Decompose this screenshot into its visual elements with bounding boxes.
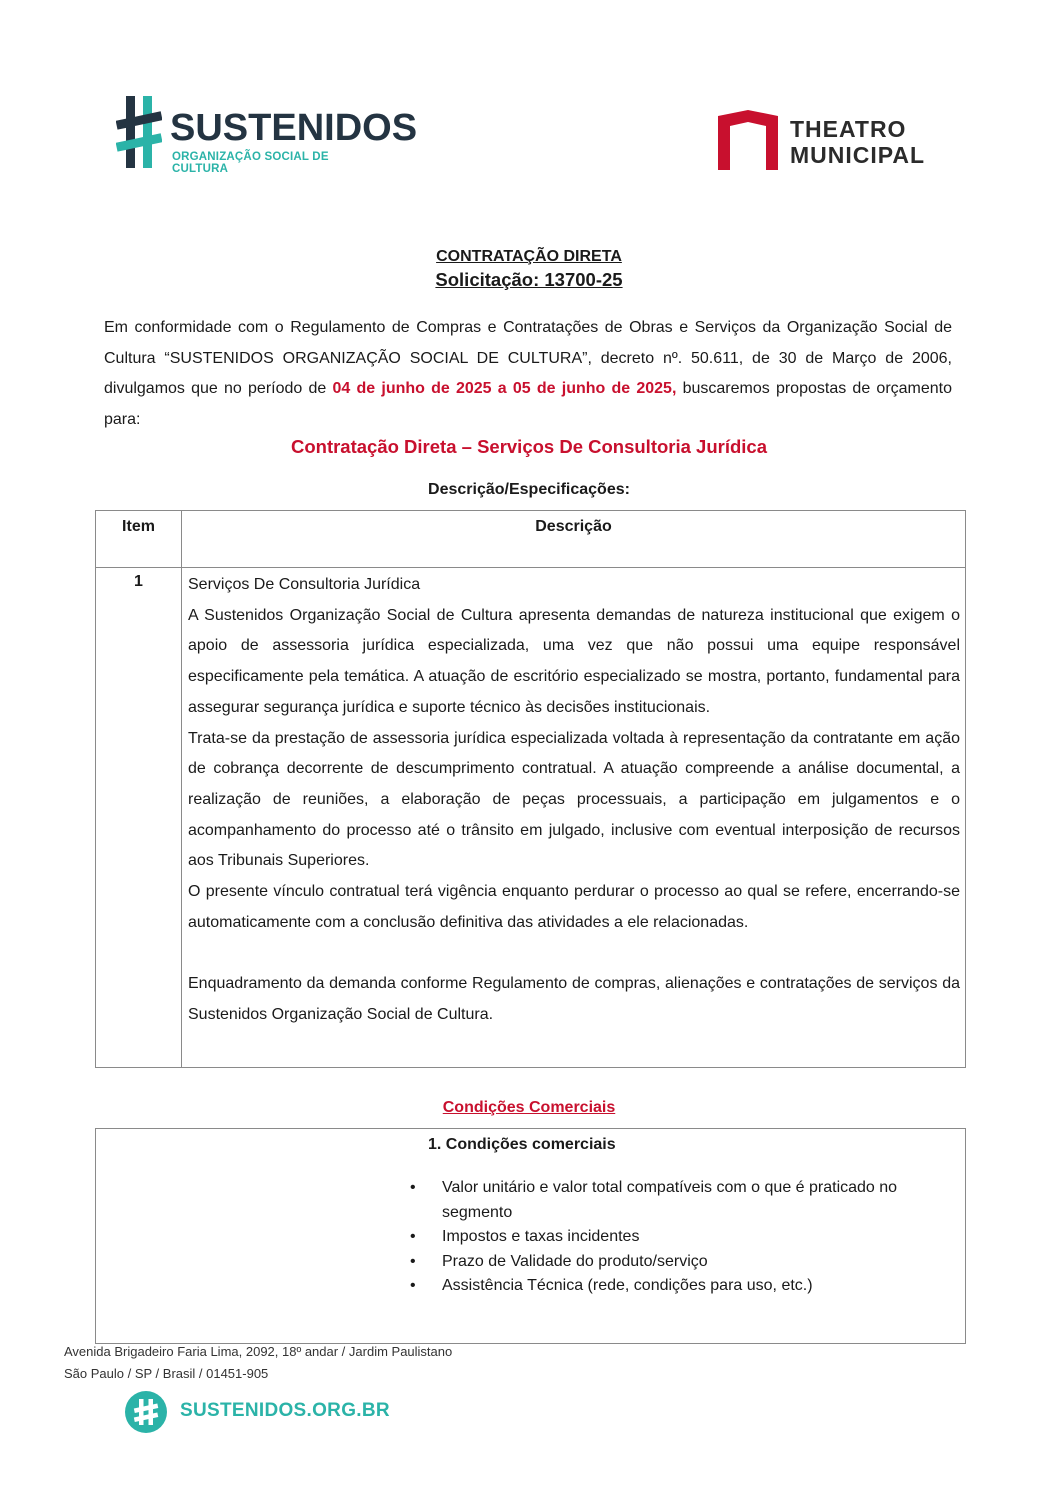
intro-paragraph: [104, 313, 952, 435]
hashtag-circle-icon: [124, 1390, 168, 1434]
item-description: [182, 568, 966, 1068]
column-header-item: Item: [96, 511, 182, 568]
spec-heading: Descrição/Especificações:: [428, 481, 630, 498]
item-paragraph-2: Trata-se da prestação de assessoria jurídica especializada voltada à representação da contratante em ação de cobrança decorrente de descumprimento contratual. A atuação compreende a análise documental, a realização de reuniões, a elaboração de peças processuais, a participação em julgamentos e o acompanhamento do processo até o trânsito em julgado, inclusive com eventual interposição de recursos aos Tribunais Superiores.: [188, 729, 960, 870]
item-number: 1: [96, 568, 182, 1068]
sustenidos-logo: [116, 94, 418, 175]
sustenidos-wordmark: SUSTENIDOS: [170, 107, 418, 149]
item-paragraph-3: O presente vínculo contratual terá vigência enquanto perdurar o processo ao qual se refere, encerrando-se automaticamente com a conclusão definitiva das atividades a ele relacionadas.: [188, 883, 960, 931]
intro-text-before: Em conformidade com o Regulamento de Compras e Contratações de Obras e Serviços da Organização Social de Cultura “SUSTENIDOS ORGANIZAÇÃO SOCIAL DE CULTURA”, decreto nº. 50.611, de 30 de Março de 2006, divulgamos que no período de: [104, 319, 952, 397]
hashtag-logo-icon: [116, 94, 162, 170]
list-item: • Assistência Técnica (rede, condições para uso, etc.): [408, 1274, 956, 1299]
document-subtitle: Solicitação: 13700-25: [435, 269, 623, 290]
item-paragraph-1: A Sustenidos Organização Social de Cultura apresenta demandas de natureza institucional que exigem o apoio de assessoria jurídica especializada, uma vez que não possui uma equipe responsável especificamente pela temática. A atuação de escritório especializado se mostra, portanto, fundamental para assegurar segurança jurídica e suporte técnico às decisões institucionais.: [188, 606, 960, 716]
contract-heading: Contratação Direta – Serviços De Consultoria Jurídica: [290, 436, 767, 457]
document-title: CONTRATAÇÃO DIRETA: [436, 248, 622, 265]
footer-website-link[interactable]: SUSTENIDOS.ORG.BR: [180, 1400, 390, 1421]
conditions-heading: Condições Comerciais: [442, 1099, 616, 1116]
theatro-line2: MUNICIPAL: [790, 142, 926, 168]
list-item: • Prazo de Validade do produto/serviço: [408, 1250, 956, 1275]
intro-text-after: buscaremos propostas de orçamento para:: [104, 380, 953, 428]
footer-address-line2: São Paulo / SP / Brasil / 01451-905: [64, 1366, 269, 1381]
conditions-list: [408, 1176, 956, 1299]
theatro-municipal-logo: [716, 108, 956, 174]
theatro-line1: THEATRO: [790, 116, 907, 142]
footer-address-line1: Avenida Brigadeiro Faria Lima, 2092, 18º andar / Jardim Paulistano: [64, 1344, 453, 1359]
item-title: Serviços De Consultoria Jurídica: [188, 576, 421, 593]
intro-date-range: 04 de junho de 2025 a 05 de junho de 2025,: [332, 380, 677, 397]
item-paragraph-4: Enquadramento da demanda conforme Regulamento de compras, alienações e contratações de serviços da Sustenidos Organização Social de Cultura.: [188, 975, 960, 1024]
theatro-arch-icon: [716, 108, 780, 172]
spec-table: [95, 510, 966, 1068]
conditions-box-title: 1. Condições comerciais: [428, 1136, 616, 1153]
list-item: • Impostos e taxas incidentes: [408, 1225, 956, 1250]
footer-logo: [124, 1390, 390, 1436]
table-row: [96, 568, 966, 1068]
list-item: • Valor unitário e valor total compatíveis com o que é praticado no segmento: [408, 1176, 956, 1225]
sustenidos-tagline: ORGANIZAÇÃO SOCIAL DE CULTURA: [172, 151, 329, 175]
table-header-row: [96, 511, 966, 568]
column-header-description: Descrição: [182, 511, 966, 568]
